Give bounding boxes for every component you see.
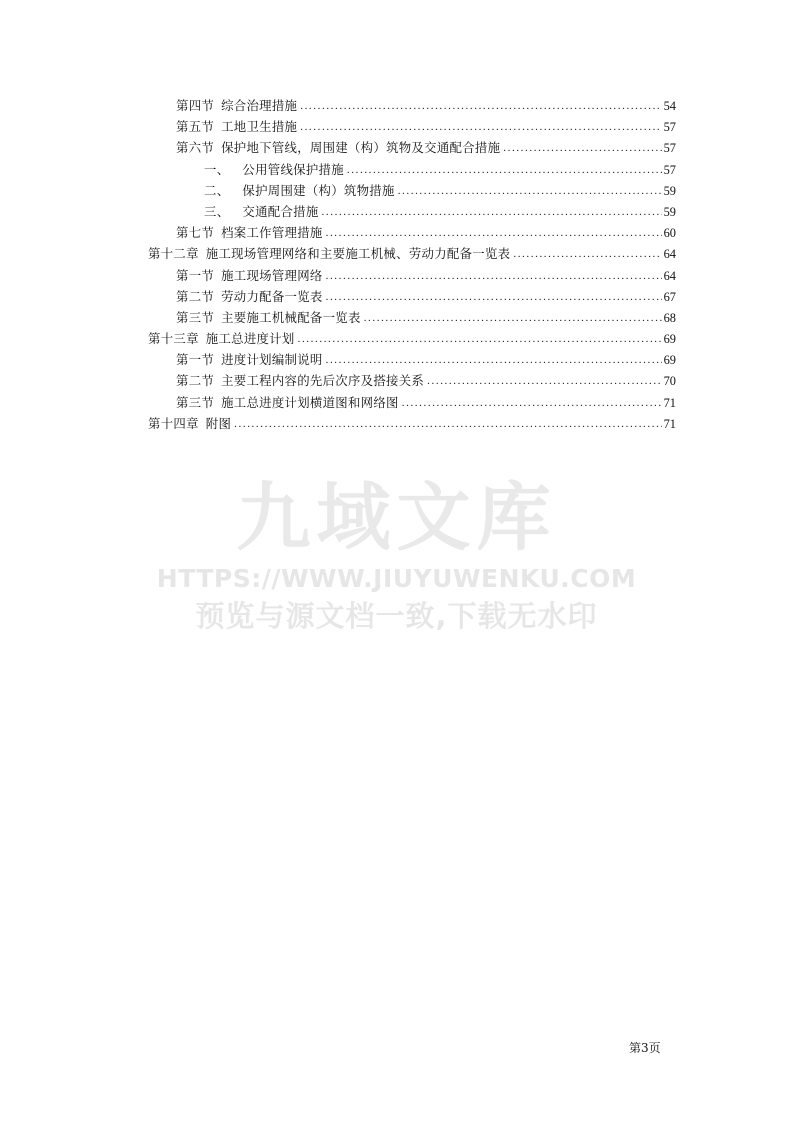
toc-dot-leader	[513, 244, 661, 265]
toc-entry-heading	[204, 180, 395, 201]
toc-entry[interactable]	[148, 286, 676, 307]
toc-dot-leader	[326, 266, 662, 287]
toc-entry-number: 第二节	[176, 373, 215, 389]
toc-entry-page-number: 71	[663, 395, 676, 410]
toc-entry-heading	[176, 222, 323, 243]
toc-dot-leader	[234, 414, 661, 435]
toc-entry-number: 第十四章	[148, 415, 199, 431]
toc-entry[interactable]	[148, 95, 676, 116]
toc-entry-heading	[176, 370, 424, 391]
toc-entry-number: 第五节	[176, 119, 215, 135]
toc-entry[interactable]	[148, 349, 676, 370]
toc-entry-page-number: 54	[663, 99, 676, 113]
watermark-url: HTTPS://WWW.JIUYUWENKU.COM	[156, 564, 637, 593]
toc-entry-title: 施工现场管理网络和主要施工机械、劳动力配备一览表	[205, 246, 511, 262]
toc-entry-page-number: 59	[663, 204, 676, 219]
toc-dot-leader	[326, 223, 662, 244]
toc-entry-heading	[204, 159, 344, 180]
toc-entry-page-number: 68	[663, 310, 676, 325]
toc-entry-title: 施工现场管理网络	[221, 267, 323, 283]
toc-entry[interactable]	[148, 307, 676, 328]
toc-entry-title: 档案工作管理措施	[221, 225, 323, 241]
toc-entry[interactable]	[148, 159, 676, 180]
toc-dot-leader	[398, 181, 662, 202]
toc-entry-title: 工地卫生措施	[221, 119, 298, 135]
toc-entry-heading	[176, 116, 297, 137]
toc-dot-leader	[326, 350, 662, 371]
toc-entry-heading	[176, 286, 323, 307]
toc-entry-number: 二、	[204, 182, 230, 198]
toc-entry-heading	[176, 265, 323, 286]
toc-dot-leader	[427, 371, 661, 392]
toc-dot-leader	[322, 202, 662, 223]
toc-entry-heading	[176, 137, 500, 158]
toc-entry-number: 第四节	[176, 98, 215, 113]
toc-entry-heading	[148, 413, 231, 434]
watermark	[0, 470, 793, 638]
toc-dot-leader	[326, 287, 662, 308]
toc-entry-title: 进度计划编制说明	[221, 352, 323, 368]
toc-dot-leader	[300, 96, 661, 117]
toc-entry-page-number: 69	[663, 353, 676, 368]
toc-entry-page-number: 57	[663, 162, 676, 177]
toc-entry-page-number: 70	[663, 374, 676, 389]
toc-entry-title: 保护地下管线，周围建（构）筑物及交通配合措施	[221, 140, 501, 156]
toc-dot-leader	[298, 329, 662, 350]
toc-entry-number: 第七节	[176, 225, 215, 241]
toc-entry[interactable]	[148, 392, 676, 413]
toc-entry[interactable]	[148, 328, 676, 349]
toc-entry-number: 第十三章	[148, 331, 199, 347]
toc-entry[interactable]	[148, 180, 676, 201]
toc-dot-leader	[347, 160, 662, 181]
toc-entry-title: 交通配合措施	[242, 203, 319, 219]
toc-entry-page-number: 71	[663, 416, 676, 431]
toc-entry-number: 第三节	[176, 394, 215, 410]
toc-entry-title: 主要工程内容的先后次序及搭接关系	[221, 373, 425, 389]
toc-entry[interactable]	[148, 370, 676, 391]
toc-entry-heading	[204, 201, 319, 222]
toc-entry[interactable]	[148, 116, 676, 137]
table-of-contents	[148, 95, 676, 434]
toc-entry-number: 第一节	[176, 352, 215, 368]
toc-entry-number: 第二节	[176, 288, 215, 304]
toc-entry-title: 保护周围建（构）筑物措施	[242, 182, 395, 198]
toc-entry[interactable]	[148, 243, 676, 264]
toc-entry-title: 主要施工机械配备一览表	[221, 309, 361, 325]
toc-entry-heading	[176, 95, 297, 116]
toc-entry-title: 施工总进度计划横道图和网络图	[221, 394, 399, 410]
page-number: 第3页	[629, 1041, 661, 1055]
toc-entry-number: 三、	[204, 203, 230, 219]
toc-entry[interactable]	[148, 201, 676, 222]
toc-dot-leader	[503, 138, 661, 159]
toc-entry-number: 第十二章	[148, 246, 199, 262]
toc-entry[interactable]	[148, 222, 676, 243]
toc-dot-leader	[402, 393, 662, 414]
toc-entry-page-number: 67	[663, 289, 676, 304]
toc-entry-number: 一、	[204, 161, 230, 177]
toc-entry-number: 第三节	[176, 309, 215, 325]
toc-entry-number: 第六节	[176, 140, 215, 156]
toc-entry[interactable]	[148, 137, 676, 158]
toc-entry-page-number: 57	[663, 120, 676, 135]
toc-dot-leader	[364, 308, 662, 329]
toc-entry-number: 第一节	[176, 267, 215, 283]
toc-entry-heading	[176, 392, 399, 413]
toc-entry-page-number: 59	[663, 183, 676, 198]
toc-entry-page-number: 69	[663, 332, 676, 347]
watermark-logo-text: 九域文库	[236, 475, 557, 561]
toc-dot-leader	[300, 117, 661, 138]
toc-entry-page-number: 64	[663, 268, 676, 283]
toc-entry-title: 附图	[205, 415, 232, 431]
toc-entry-page-number: 64	[663, 247, 676, 262]
toc-entry-page-number: 57	[663, 141, 676, 156]
toc-entry-heading	[148, 328, 295, 349]
toc-entry-heading	[176, 349, 323, 370]
toc-entry-heading	[148, 243, 510, 264]
toc-entry[interactable]	[148, 413, 676, 434]
toc-entry-heading	[176, 307, 361, 328]
toc-entry-title: 施工总进度计划	[205, 331, 295, 347]
toc-entry-title: 公用管线保护措施	[242, 161, 344, 177]
toc-entry-title: 劳动力配备一览表	[221, 288, 323, 304]
toc-entry-title: 综合治理措施	[221, 98, 298, 113]
watermark-note: 预览与源文档一致,下载无水印	[195, 599, 598, 633]
toc-entry-page-number: 60	[663, 226, 676, 241]
toc-entry[interactable]	[148, 265, 676, 286]
